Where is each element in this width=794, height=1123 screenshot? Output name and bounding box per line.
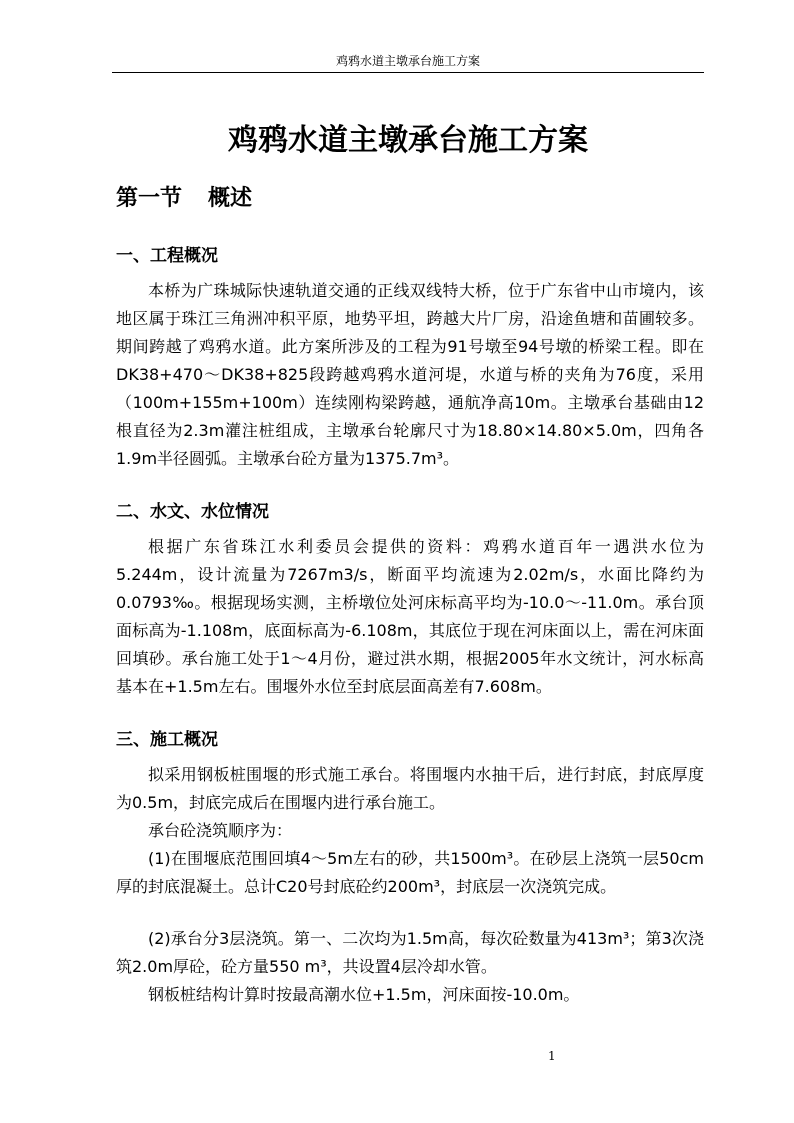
subsection-heading-hydrology: 二、水文、水位情况 [116, 502, 269, 522]
running-header: 鸡鸦水道主墩承台施工方案 [335, 54, 480, 68]
section-number: 第一节 [116, 185, 183, 211]
paragraph-project-overview: 本桥为广珠城际快速轨道交通的正线双线特大桥，位于广东省中山市境内，该地区属于珠江三角洲冲积平原，地势平坦，跨越大片厂房，沿途鱼塘和苗圃较多。期间跨越了鸡鸦水道。此方案所涉及的工程为91号墩至94号墩的桥梁工程。即在DK38+470～DK38+825段跨越鸡鸦水道河堤，水道与桥的夹角为76度，采用（100m+155m+100m）连续刚构梁跨越，通航净高10m。主墩承台基础由12根直径为2.3m灌注桩组成，主墩承台轮廓尺寸为18.80×14.80×5.0m，四角各1.9m半径圆弧。主墩承台砼方量为1375.7m³。 [116, 281, 704, 468]
section-name: 概述 [208, 185, 253, 211]
paragraph-pour-sequence-intro: 承台砼浇筑顺序为： [148, 821, 293, 840]
subsection-heading-construction: 三、施工概况 [116, 730, 218, 750]
paragraph-hydrology: 根据广东省珠江水利委员会提供的资料：鸡鸦水道百年一遇洪水位为5.244m，设计流量为7267m3/s，断面平均流速为2.02m/s，水面比降约为0.0793‰。根据现场实测，主桥墩位处河床标高平均为-10.0～-11.0m。承台顶面标高为-1.108m，底面标高为-6.108m，其底位于现在河床面以上，需在河床面回填砂。承台施工处于1～4月份，避过洪水期，根据2005年水文统计，河水标高基本在+1.5m左右。围堰外水位至封底层面高差有7.608m。 [116, 537, 704, 696]
header-rule [112, 72, 704, 73]
paragraph-construction-method: 拟采用钢板桩围堰的形式施工承台。将围堰内水抽干后，进行封底，封底厚度为0.5m，封底完成后在围堰内进行承台施工。 [116, 765, 704, 812]
paragraph-pour-step-2: (2)承台分3层浇筑。第一、二次均为1.5m高，每次砼数量为413m³；第3次浇筑2.0m厚砼，砼方量550 m³，共设置4层冷却水管。 [116, 929, 704, 976]
subsection-heading-overview: 一、工程概况 [116, 246, 218, 266]
paragraph-pour-step-1: (1)在围堰底范围回填4～5m左右的砂，共1500m³。在砂层上浇筑一层50cm厚的封底混凝土。总计C20号封底砼约200m³，封底层一次浇筑完成。 [116, 849, 704, 896]
paragraph-sheet-pile-calc: 钢板桩结构计算时按最高潮水位+1.5m，河床面按-10.0m。 [148, 985, 580, 1004]
page-number: 1 [548, 1049, 556, 1063]
section-heading [116, 183, 252, 213]
document-title: 鸡鸦水道主墩承台施工方案 [228, 123, 588, 158]
